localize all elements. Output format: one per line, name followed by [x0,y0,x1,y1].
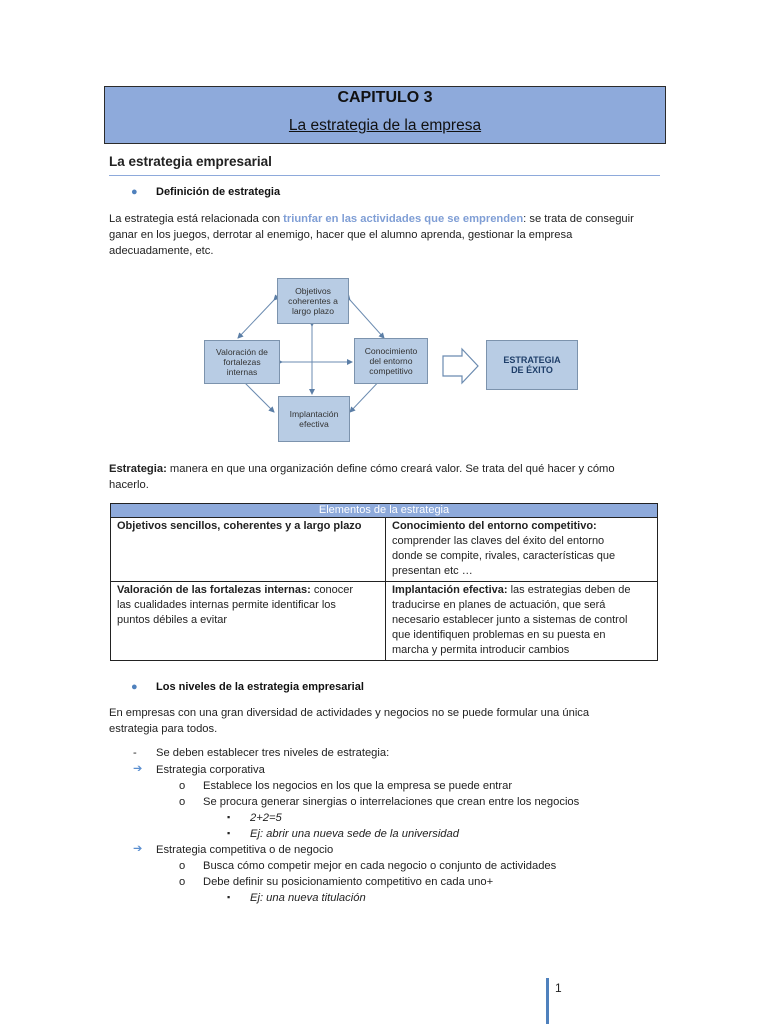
niveles-paragraph [109,705,661,737]
list-item-corporativa-1: Establece los negocios en los que la empresa se puede entrar [203,780,513,792]
section-divider [109,175,660,176]
list-item-example-sede: Ej: abrir una nueva sede de la universidad [250,828,459,840]
page-number: 1 [555,981,562,995]
estrategia-line-2: hacerlo. [109,479,149,491]
niveles-heading: Los niveles de la estrategia empresarial [156,681,364,693]
circle-marker: o [179,796,186,808]
diagram-box-environment: Conocimiento del entorno competitivo [354,338,428,384]
diagram-box-implementation: Implantación efectiva [278,396,350,442]
diagram-box-strengths: Valoración de fortalezas internas [204,340,280,384]
definition-line-2: ganar en los juegos, derrotar al enemigo, hacer que el alumno aprenda, gestionar la empresa [109,229,573,241]
list-item-synergy: 2+2=5 [250,812,282,824]
square-marker: ▪ [227,828,231,838]
chapter-title-box [104,86,666,144]
definition-line-3: adecuadamente, etc. [109,245,214,257]
table-cell-environment: Conocimiento del entorno competitivo: comprender las claves del éxito del entorno donde se compite, rivales, características que presentan etc … [386,518,658,582]
strategy-diagram [200,274,590,446]
circle-marker: o [179,860,186,872]
list-item-example-titulacion: Ej: una nueva titulación [250,892,366,904]
estrategia-line-1: Estrategia: manera en que una organización define cómo creará valor. Se trata del qué hacer y cómo [109,463,615,475]
page-number-bar [546,978,549,1024]
strategy-elements-table [110,503,658,661]
list-item-corporativa-2: Se procura generar sinergias o interrelaciones que crean entre los negocios [203,796,580,808]
definition-heading: Definición de estrategia [156,186,281,198]
diagram-box-objectives: Objetivos coherentes a largo plazo [277,278,349,324]
bullet-icon: ● [131,681,138,693]
section-title: La estrategia empresarial [109,154,272,169]
arrow-right-icon: ➔ [133,763,143,775]
definition-paragraph [109,211,661,259]
circle-marker: o [179,876,186,888]
estrategia-definition [109,461,661,493]
definition-highlight: triunfar en las actividades que se emprenden [283,213,524,225]
list-item-levels: Se deben establecer tres niveles de estrategia: [156,747,390,759]
arrow-right-icon: ➔ [133,843,143,855]
list-item-competitiva-1: Busca cómo competir mejor en cada negocio o conjunto de actividades [203,860,557,872]
list-item-competitiva: Estrategia competitiva o de negocio [156,844,334,856]
table-cell-implementation: Implantación efectiva: las estrategias deben de traducirse en planes de actuación, que será necesario establecer junto a sistemas de control que identifiquen problemas en su puesta en marcha y permita introducir cambios [386,582,658,661]
dash-marker: - [133,747,137,759]
list-item-corporativa: Estrategia corporativa [156,764,265,776]
niveles-line-1: En empresas con una gran diversidad de actividades y negocios no se puede formular una única [109,707,590,719]
chapter-number: CAPITULO 3 [337,89,433,106]
table-cell-strengths: Valoración de las fortalezas internas: conocer las cualidades internas permite identificar los puntos débiles a evitar [111,582,386,661]
list-item-competitiva-2: Debe definir su posicionamiento competitivo en cada uno+ [203,876,494,888]
square-marker: ▪ [227,892,231,902]
niveles-line-2: estrategia para todos. [109,723,218,735]
definition-line-1: La estrategia está relacionada con triunfar en las actividades que se emprenden: se trata de conseguir [109,213,634,225]
table-title: Elementos de la estrategia [111,504,658,518]
circle-marker: o [179,780,186,792]
table-cell-objectives: Objetivos sencillos, coherentes y a largo plazo [111,518,386,582]
bullet-icon: ● [131,186,138,198]
diagram-box-success: ESTRATEGIA DE ÉXITO [486,340,578,390]
chapter-subtitle: La estrategia de la empresa [288,117,482,134]
square-marker: ▪ [227,812,231,822]
